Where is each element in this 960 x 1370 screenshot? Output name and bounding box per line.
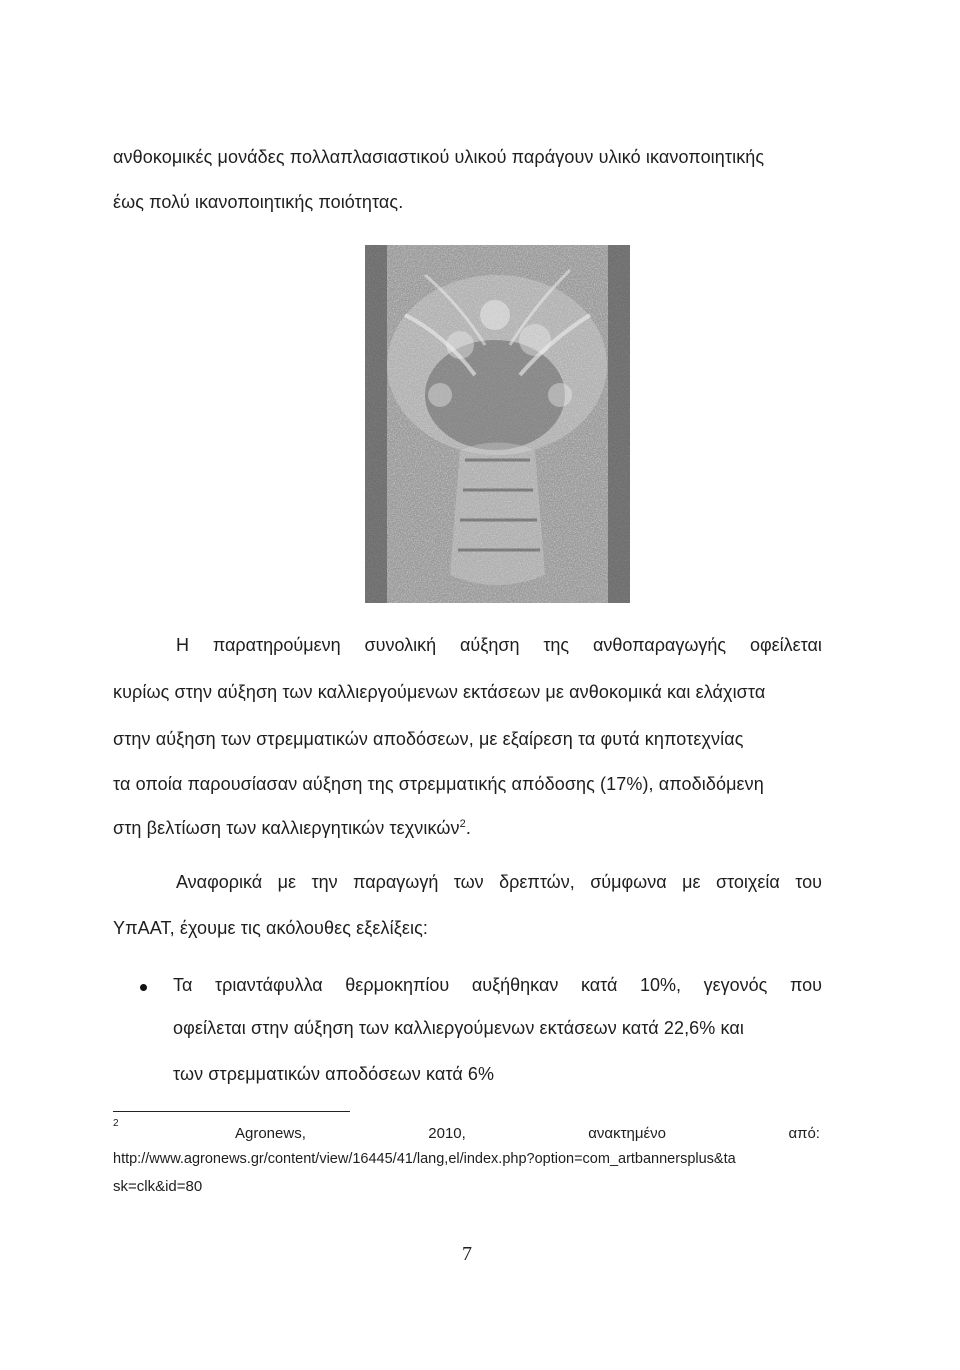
word: Αναφορικά: [176, 872, 263, 892]
bullet-icon: [140, 984, 147, 991]
word: παραγωγή: [353, 872, 439, 892]
word: παρατηρούμενη: [212, 635, 341, 655]
bullet-1-line-3: των στρεμματικών αποδόσεων κατά 6%: [173, 1064, 495, 1084]
word: Η: [176, 635, 189, 655]
word: ανακτημένο: [588, 1125, 667, 1142]
word: δρεπτών,: [499, 872, 575, 892]
page-number: 7: [462, 1243, 472, 1265]
word: 10%,: [640, 975, 682, 995]
paragraph-1-line-1: ανθοκομικές μονάδες πολλαπλασιαστικού υλικού παράγουν υλικό ικανοποιητικής: [113, 147, 765, 167]
footnote-reference: 2: [459, 818, 466, 830]
word: αύξηση: [460, 635, 520, 655]
flower-bouquet-photo: [365, 245, 630, 603]
paragraph-2-line-4: τα οποία παρουσίασαν αύξηση της στρεμματικής απόδοσης (17%), αποδιδόμενη: [113, 774, 764, 794]
word: από:: [788, 1125, 820, 1142]
word: συνολική: [364, 635, 437, 655]
word: κατά: [580, 975, 618, 995]
footnote-separator: [113, 1111, 350, 1112]
word: με: [277, 872, 297, 892]
word: γεγονός: [703, 975, 768, 995]
word: αυξήθηκαν: [471, 975, 559, 995]
bullet-1-line-2: οφείλεται στην αύξηση των καλλιεργούμενων εκτάσεων κατά 22,6% και: [173, 1018, 744, 1038]
paragraph-2-line-3: στην αύξηση των στρεμματικών αποδόσεων, με εξαίρεση τα φυτά κηποτεχνίας: [113, 729, 744, 749]
word: σύμφωνα: [590, 872, 667, 892]
word: της: [543, 635, 570, 655]
text: στη βελτίωση των καλλιεργητικών τεχνικών: [113, 818, 460, 838]
word: θερμοκηπίου: [345, 975, 450, 995]
footnote-url-line-1[interactable]: http://www.agronews.gr/content/view/16445/41/lang,el/index.php?option=com_artbannersplus&ta: [113, 1151, 736, 1167]
bullet-1-line-1: [173, 975, 822, 996]
paragraph-3-line-2: ΥπΑΑΤ, έχουμε τις ακόλουθες εξελίξεις:: [113, 918, 428, 938]
word: Τα: [173, 975, 193, 995]
word: την: [311, 872, 338, 892]
paragraph-3-line-1: [176, 872, 822, 893]
word: με: [682, 872, 701, 892]
word: οφείλεται: [749, 635, 822, 655]
word: που: [789, 975, 822, 995]
footnote-line-1: [235, 1125, 820, 1142]
word: στοιχεία: [715, 872, 780, 892]
word: ανθοπαραγωγής: [592, 635, 727, 655]
word: τριαντάφυλλα: [215, 975, 323, 995]
word: Agronews,: [235, 1125, 306, 1142]
footnote-mark: 2: [113, 1118, 119, 1129]
paragraph-2-line-1: [176, 635, 822, 656]
word: των: [453, 872, 484, 892]
footnote-url-line-2[interactable]: sk=clk&id=80: [113, 1178, 203, 1195]
paragraph-2-line-5: [113, 818, 471, 839]
text: .: [465, 818, 471, 838]
paragraph-2-line-2: κυρίως στην αύξηση των καλλιεργούμενων εκτάσεων με ανθοκομικά και ελάχιστα: [113, 682, 766, 702]
word: 2010,: [428, 1125, 466, 1142]
paragraph-1-line-2: έως πολύ ικανοποιητικής ποιότητας.: [113, 192, 404, 212]
word: του: [795, 872, 822, 892]
